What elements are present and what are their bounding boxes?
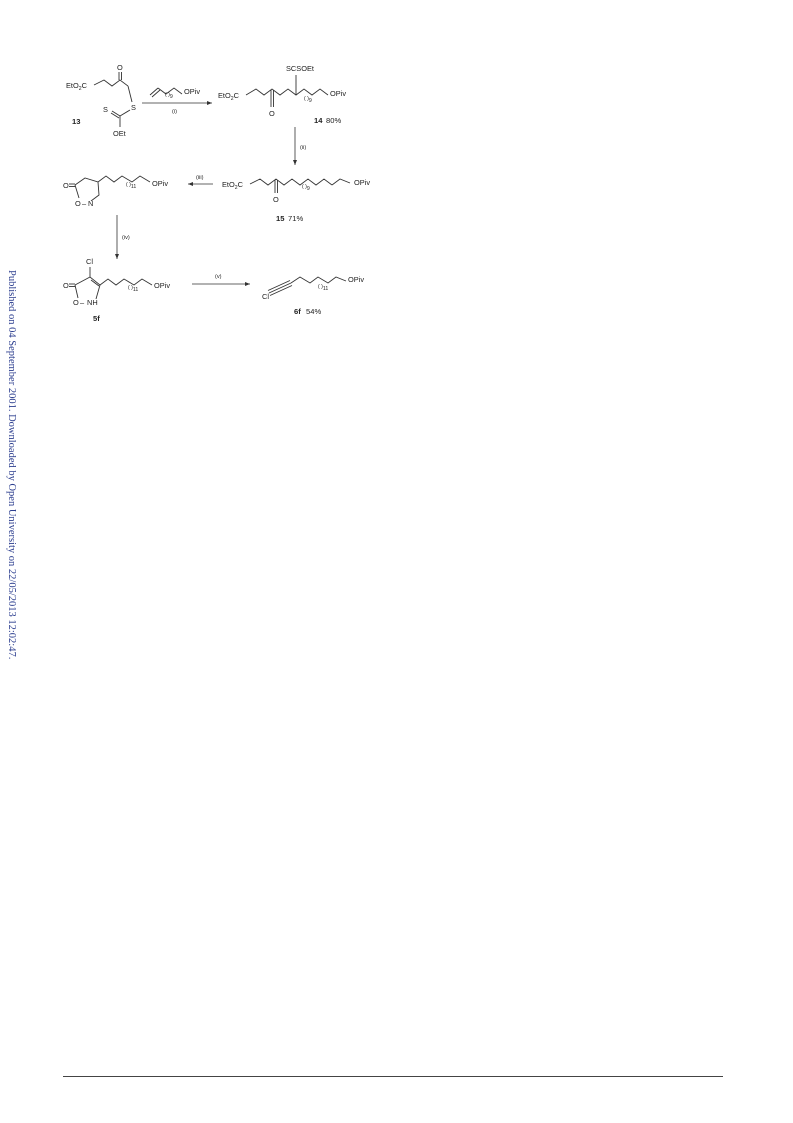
iso-ring-o: O <box>75 199 81 208</box>
alkene-reagent <box>150 87 200 100</box>
c14-chain-bond <box>246 89 328 95</box>
c15-chain-bond <box>250 179 332 185</box>
isoxazolone-intermediate <box>63 176 168 208</box>
c5f-carbonyl-o: O <box>63 281 69 290</box>
c15-opiv: OPiv <box>354 178 371 187</box>
c5f-number: 5f <box>93 314 100 323</box>
compound-13 <box>66 63 136 138</box>
condition-iv: (iv) <box>122 235 130 241</box>
condition-ii: (ii) <box>300 145 307 151</box>
condition-i: (i) <box>172 109 177 115</box>
c14-number: 14 <box>314 116 323 125</box>
condition-iii: (iii) <box>196 175 204 181</box>
alkene-opiv: OPiv <box>184 87 201 96</box>
c6f-cl: Cl <box>262 292 269 301</box>
c13-thio-s: S <box>131 103 136 112</box>
compound-15 <box>222 178 370 223</box>
iso-opiv: OPiv <box>152 179 169 188</box>
c15-keto-o: O <box>273 195 279 204</box>
c5f-loop: ( )11 <box>128 285 139 293</box>
compound-5f <box>63 257 170 323</box>
condition-v: (v) <box>215 274 222 280</box>
c14-xanthate: SCSOEt <box>286 64 314 73</box>
c14-keto-o: O <box>269 109 275 118</box>
footer-rule <box>63 1076 723 1077</box>
iso-ring-n: N <box>88 199 94 208</box>
c5f-ring-bond <box>75 277 100 299</box>
c6f-opiv: OPiv <box>348 275 365 284</box>
c14-ester-label: EtO$_2$C <box>218 91 239 102</box>
c14-loop: ( )9 <box>304 96 312 104</box>
reaction-scheme-svg <box>60 55 390 335</box>
svg-text:–: – <box>82 199 87 208</box>
c13-chain-bond <box>94 80 128 86</box>
c6f-alkyne-bond <box>269 283 291 293</box>
svg-text:–: – <box>80 298 85 307</box>
c13-thiono-s: S <box>103 105 108 114</box>
c5f-opiv: OPiv <box>154 281 171 290</box>
publication-sidebar-note <box>3 270 19 670</box>
c13-ester-label: EtO$_2$C <box>66 81 87 92</box>
c15-loop: ( )9 <box>302 184 310 192</box>
c5f-cl: Cl <box>86 257 93 266</box>
c5f-ring-o: O <box>73 298 79 307</box>
iso-carbonyl-o: O <box>63 181 69 190</box>
c6f-yield: 54% <box>306 307 322 316</box>
c15-yield: 71% <box>288 214 304 223</box>
compound-14 <box>218 64 346 125</box>
c14-yield: 80% <box>326 116 342 125</box>
c5f-ring-nh: NH <box>87 298 98 307</box>
c14-opiv: OPiv <box>330 89 347 98</box>
c13-ethoxy: OEt <box>113 129 126 138</box>
c13-keto-o: O <box>117 63 123 72</box>
c13-number: 13 <box>72 117 81 126</box>
publication-note-text: Published on 04 September 2001. Downloaded by Open University on 22/05/2013 12:02:47. <box>6 270 17 660</box>
alkene-loop: ( )9 <box>165 92 173 100</box>
c6f-loop: ( )11 <box>318 284 329 292</box>
c6f-number: 6f <box>294 307 301 316</box>
reaction-scheme <box>60 55 390 335</box>
compound-6f <box>262 275 364 316</box>
c15-number: 15 <box>276 214 285 223</box>
iso-loop: ( )11 <box>126 182 137 190</box>
c15-ester-label: EtO$_2$C <box>222 180 243 191</box>
